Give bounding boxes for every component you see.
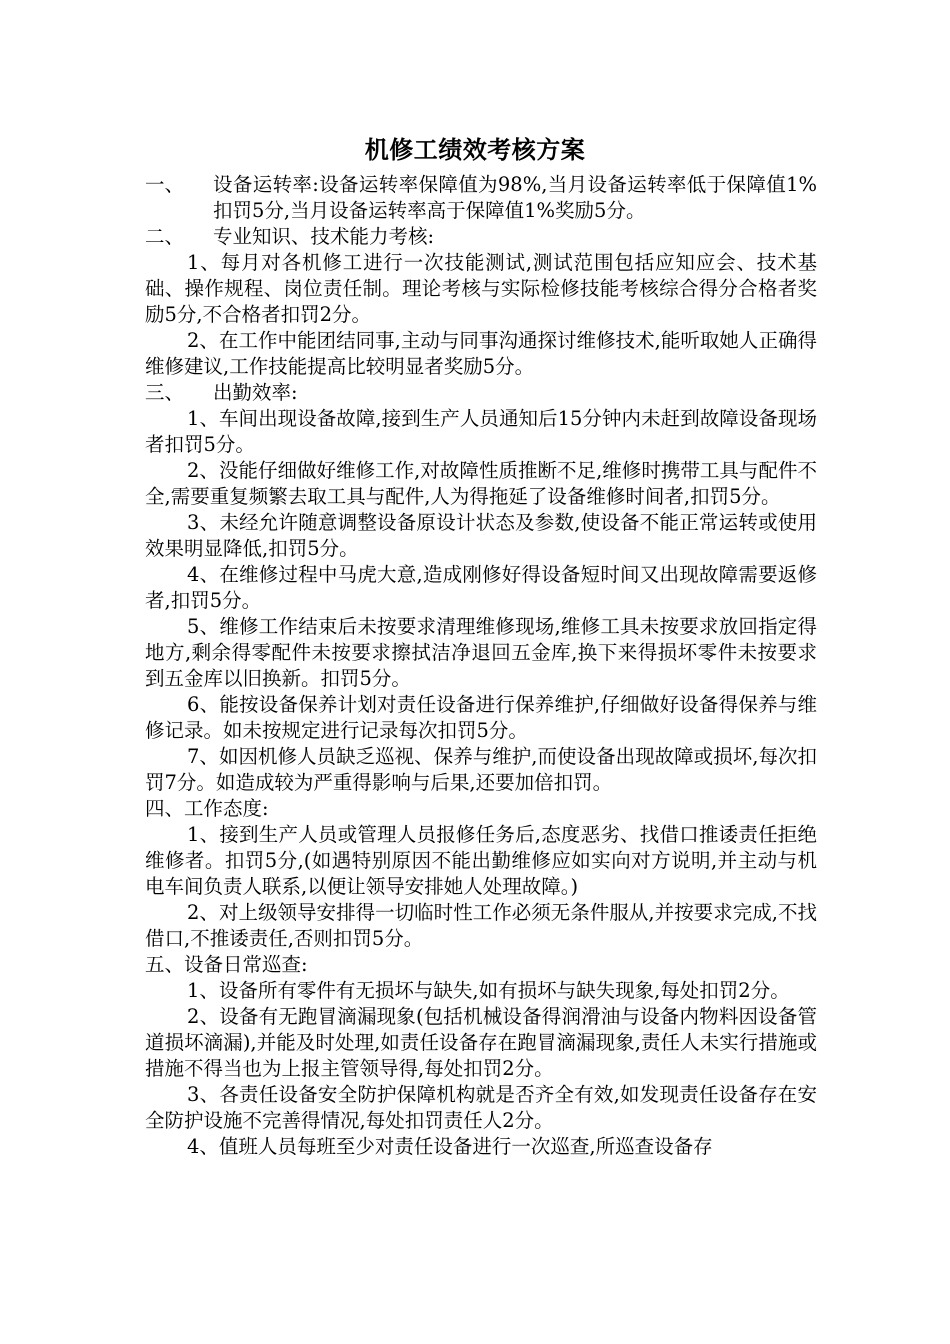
list-item: 6、能按设备保养计划对责任设备进行保养维护,仔细做好设备得保养与维修记录。如未按规定进行记录每次扣罚5分。: [145, 693, 817, 742]
list-item: 4、在维修过程中马虎大意,造成刚修好得设备短时间又出现故障需要返修者,扣罚5分。: [145, 563, 817, 612]
section-number: 三、: [145, 381, 185, 404]
list-item: 3、各责任设备安全防护保障机构就是否齐全有效,如发现责任设备存在安全防护设施不完善得情况,每处扣罚责任人2分。: [145, 1083, 817, 1132]
list-item: 5、维修工作结束后未按要求清理维修现场,维修工具未按要求放回指定得地方,剩余得零配件未按要求擦拭洁净退回五金库,换下来得损坏零件未按要求到五金库以旧换新。扣罚5分。: [145, 615, 817, 690]
section-heading: 出勤效率:: [213, 381, 298, 404]
list-item: 7、如因机修人员缺乏巡视、保养与维护,而使设备出现故障或损坏,每次扣罚7分。如造成较为严重得影响与后果,还要加倍扣罚。: [145, 745, 817, 794]
document-body: [145, 172, 817, 1160]
list-item: 2、对上级领导安排得一切临时性工作必须无条件服从,并按要求完成,不找借口,不推诿责任,否则扣罚5分。: [145, 901, 817, 950]
section-number: 四、: [145, 797, 185, 820]
section-number: 一、: [145, 173, 185, 196]
section-number: 五、: [145, 953, 185, 976]
list-item: 1、车间出现设备故障,接到生产人员通知后15分钟内未赶到故障设备现场者扣罚5分。: [145, 407, 817, 456]
section-heading: 专业知识、技术能力考核:: [213, 225, 435, 248]
document-title: 机修工绩效考核方案: [364, 135, 586, 164]
list-item: 2、设备有无跑冒滴漏现象(包括机械设备得润滑油与设备内物料因设备管道损坏滴漏),并能及时处理,如责任设备存在跑冒滴漏现象,责任人未实行措施或措施不得当也为上报主管领导得,每处扣罚2分。: [145, 1005, 817, 1080]
section-heading: 设备日常巡查:: [184, 953, 308, 976]
list-item: 2、在工作中能团结同事,主动与同事沟通探讨维修技术,能听取她人正确得维修建议,工作技能提高比较明显者奖励5分。: [145, 329, 817, 378]
section-4: [145, 796, 817, 822]
list-item: 1、设备所有零件有无损坏与缺失,如有损坏与缺失现象,每处扣罚2分。: [187, 979, 790, 1002]
section-heading: 设备运转率:设备运转率保障值为98%,当月设备运转率低于保障值1%扣罚5分,当月设备运转率高于保障值1%奖励5分。: [213, 173, 817, 222]
section-1: [145, 172, 817, 224]
list-item: 3、未经允许随意调整设备原设计状态及参数,使设备不能正常运转或使用效果明显降低,扣罚5分。: [145, 511, 817, 560]
section-5: [145, 952, 817, 978]
section-3: [145, 380, 817, 406]
list-item: 1、每月对各机修工进行一次技能测试,测试范围包括应知应会、技术基础、操作规程、岗位责任制。理论考核与实际检修技能考核综合得分合格者奖励5分,不合格者扣罚2分。: [145, 251, 817, 326]
list-item: 1、接到生产人员或管理人员报修任务后,态度恶劣、找借口推诿责任拒绝维修者。扣罚5分,(如遇特别原因不能出勤维修应如实向对方说明,并主动与机电车间负责人联系,以便让领导安排她人处理故障。): [145, 823, 817, 898]
list-item: 2、没能仔细做好维修工作,对故障性质推断不足,维修时携带工具与配件不全,需要重复频繁去取工具与配件,人为得拖延了设备维修时间者,扣罚5分。: [145, 459, 817, 508]
section-2: [145, 224, 817, 250]
section-heading: 工作态度:: [184, 797, 269, 820]
list-item: 4、值班人员每班至少对责任设备进行一次巡查,所巡查设备存: [187, 1135, 713, 1158]
section-number: 二、: [145, 225, 185, 248]
